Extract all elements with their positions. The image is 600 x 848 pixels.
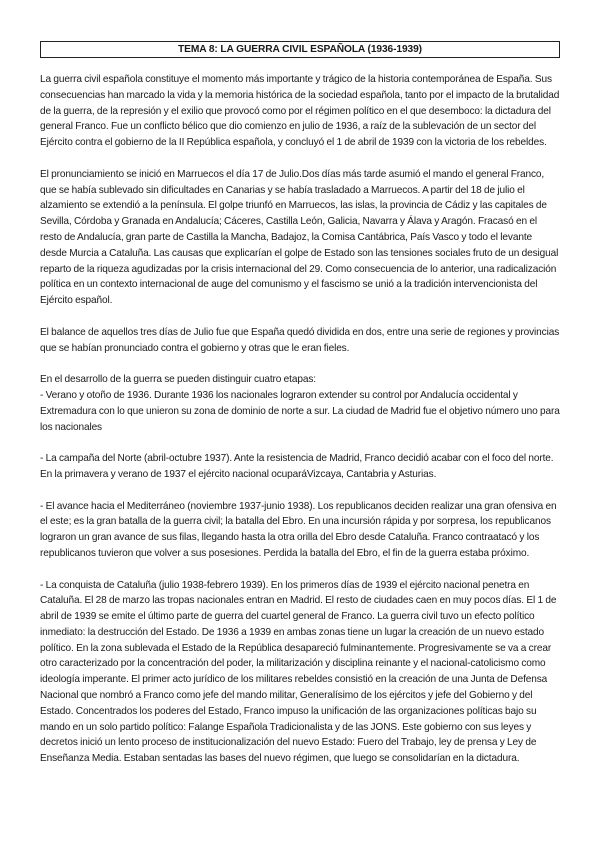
paragraph-etapa-2: - La campaña del Norte (abril-octubre 1937). Ante la resistencia de Madrid, Franco decidió acabar con el foco del norte. En la primavera y verano de 1937 el ejército nacional ocuparáVizcaya, Cantabria y Asturias. xyxy=(40,453,554,480)
paragraph-etapa-1: - Verano y otoño de 1936. Durante 1936 los nacionales lograron extender su control por Andalucía occidental y Extremadura con lo que unieron su zona de dominio de norte a sur. La ciudad de Madrid fue el objetivo número uno para los nacionales xyxy=(40,389,560,433)
paragraph-etapa-4: - La conquista de Cataluña (julio 1938-febrero 1939). En los primeros días de 1939 el ejército nacional penetra en Cataluña. El 28 de marzo las tropas nacionales entran en Madrid. El resto de ciudades caen en muy pocos días. El 1 de abril de 1939 se emite el último parte de guerra del cuartel general de Franco. La guerra civil tuvo un efecto político inmediato: la destrucción del Estado. De 1936 a 1939 en ambas zonas tiene un lugar la creación de un nuevo estado político. En la zona sublevada el Estado de la República desapareció fulminantemente. Progresivamente se va a crear otro caracterizado por la concentración del poder, la militarización y disciplina reinante y el nacional-catolicismo como ideología imperante. El primer acto jurídico de los militares rebeldes consistió en la creación de una Junta de Defensa Nacional que nombró a Franco como jefe del mando militar, Generalísimo de los ejércitos y jefe del Gobierno y del Estado. Concentrados los poderes del Estado, Franco impuso la unificación de las organizaciones políticas bajo su mando en un solo partido político: Falange Española Tradicionalista y de las JONS. Este gobierno con sus leyes y decretos inició un lento proceso de institucionalización del nuevo Estado: Fuero del Trabajo, ley de prensa y Ley de Enseñanza Media. Estaban sentadas las bases del nuevo régimen, que luego se consolidarían en la dictadura. xyxy=(40,579,557,765)
paragraph-etapa-3: - El avance hacia el Mediterráneo (noviembre 1937-junio 1938). Los republicanos deciden realizar una gran ofensiva en el este; es la gran batalla de la guerra civil; la batalla del Ebro. En una incursión rápida y por sorpresa, los republicanos lograron un gran avance de sus filas, llegando hasta la otra orilla del Ebro desde Cataluña. Franco contraatacó y los republicanos tuvieron que volver a sus posesiones. Perdida la batalla del Ebro, el fin de la guerra estaba próximo. xyxy=(40,500,557,559)
document-body xyxy=(40,72,560,767)
paragraph-pronunciamiento: El pronunciamiento se inició en Marruecos el día 17 de Julio.Dos días más tarde asumió el mando el general Franco, que se había sublevado sin dificultades en Canarias y se había trasladado a Marruecos. A partir del 18 de julio el alzamiento se extendió a la península. El golpe triunfó en Marruecos, las islas, la provincia de Cádiz y las capitales de Sevilla, Córdoba y Granada en Andalucía; Cáceres, Castilla León, Galicia, Navarra y Álava y Aragón. Fracasó en el resto de Andalucía, gran parte de Castilla la Mancha, Badajoz, la Comisa Cantábrica, País Vasco y todo el levante desde Murcia a Cataluña. Las causas que explicarían el golpe de Estado son las tensiones sociales fruto de un desigual reparto de la riqueza agudizadas por la crisis internacional del 29. Como consecuencia de lo anterior, una radicalización política en un contexto internacional de auge del comunismo y el fascismo se unió a la tradición intervencionista del Ejército español. xyxy=(40,168,559,307)
document-page xyxy=(40,41,560,767)
paragraph-intro: La guerra civil española constituye el momento más importante y trágico de la historia contemporánea de España. Sus consecuencias han marcado la vida y la memoria histórica de la sociedad española, tanto por el impacto de la brutalidad de la guerra, de la represión y el exilio que provocó como por el régimen político en el que desemboco: la dictadura del general Franco. Fue un conflicto bélico que dio comienzo en julio de 1936, a raíz de la sublevación de un sector del Ejército contra el gobierno de la II República española, y concluyó el 1 de abril de 1939 con la victoria de los rebeldes. xyxy=(40,74,560,149)
paragraph-balance: El balance de aquellos tres días de Julio fue que España quedó dividida en dos, entre una serie de regiones y provincias que se habían pronunciado contra el gobierno y otras que le eran fieles. xyxy=(40,326,560,354)
document-title: TEMA 8: LA GUERRA CIVIL ESPAÑOLA (1936-1939) xyxy=(40,41,560,58)
paragraph-etapas-intro: En el desarrollo de la guerra se pueden distinguir cuatro etapas: xyxy=(40,374,316,386)
